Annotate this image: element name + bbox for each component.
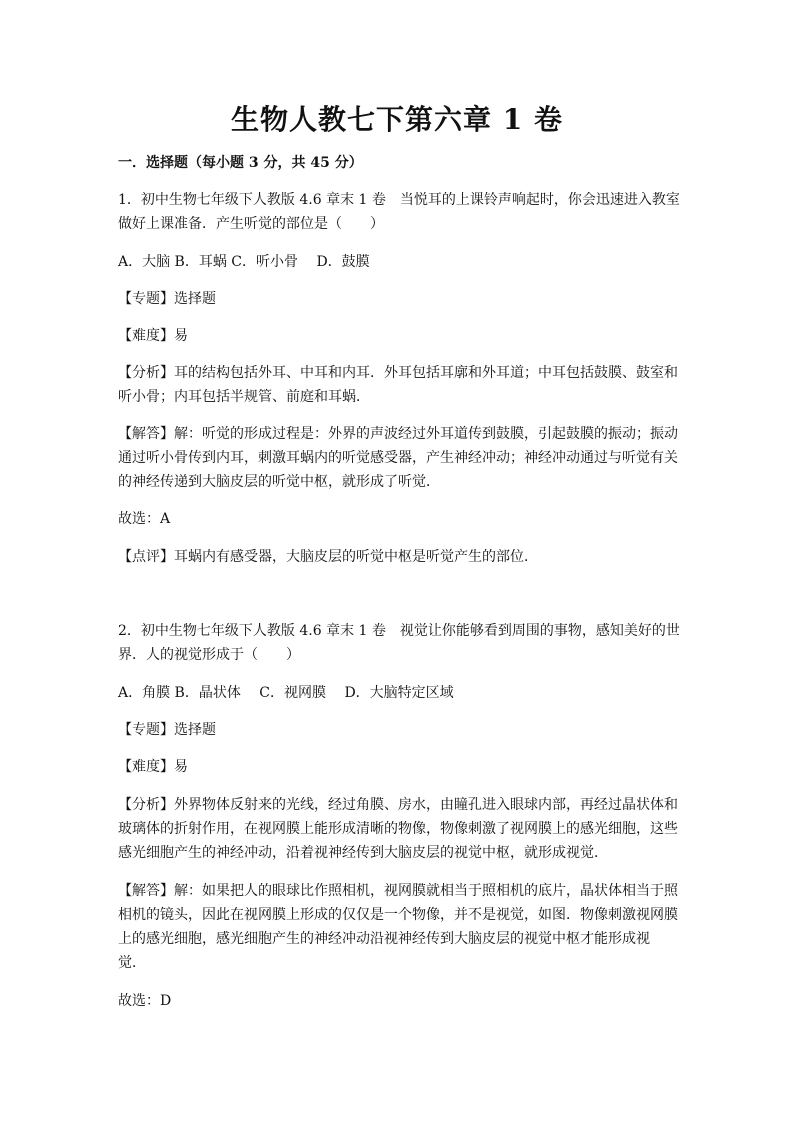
- q2-choice: 故选：D: [118, 993, 172, 1009]
- q2-difficulty: 【难度】易: [118, 759, 188, 775]
- q1-analysis-line-1: 【分析】耳的结构包括外耳、中耳和内耳．外耳包括耳廓和外耳道；中耳包括鼓膜、鼓室和: [118, 365, 678, 381]
- q2-answer-line-2: 相机的镜头，因此在视网膜上形成的仅仅是一个物像，并不是视觉，如图．物像刺激视网膜: [118, 907, 678, 923]
- q1-topic: 【专题】选择题: [118, 291, 216, 307]
- q1-options: A．大脑 B．耳蜗 C．听小骨 D．鼓膜: [118, 254, 370, 270]
- q1-comment: 【点评】耳蜗内有感受器，大脑皮层的听觉中枢是听觉产生的部位．: [118, 549, 538, 565]
- q2-analysis-line-1: 【分析】外界物体反射来的光线，经过角膜、房水，由瞳孔进入眼球内部，再经过晶状体和: [118, 797, 678, 813]
- q1-stem-line-1: 1．初中生物七年级下人教版 4.6 章末 1 卷 当悦耳的上课铃声响起时，你会迅速进入教室: [118, 192, 680, 208]
- q2-options: A．角膜 B．晶状体 C．视网膜 D．大脑特定区域: [118, 685, 454, 701]
- q1-choice: 故选：A: [118, 511, 171, 527]
- q1-answer-line-3: 的神经传递到大脑皮层的听觉中枢，就形成了听觉．: [118, 474, 440, 490]
- q1-analysis-line-2: 听小骨；内耳包括半规管、前庭和耳蜗．: [118, 389, 370, 405]
- q2-analysis-line-3: 感光细胞产生的神经冲动，沿着视神经传到大脑皮层的视觉中枢，就形成视觉．: [118, 845, 608, 861]
- q1-difficulty: 【难度】易: [118, 328, 188, 344]
- q1-stem-line-2: 做好上课准备．产生听觉的部位是（ ）: [118, 216, 384, 232]
- q1-answer-line-1: 【解答】解：听觉的形成过程是：外界的声波经过外耳道传到鼓膜，引起鼓膜的振动；振动: [118, 426, 678, 442]
- q1-answer-line-2: 通过听小骨传到内耳，刺激耳蜗内的听觉感受器，产生神经冲动；神经冲动通过与听觉有关: [118, 450, 678, 466]
- q2-answer-line-3: 上的感光细胞，感光细胞产生的神经冲动沿视神经传到大脑皮层的视觉中枢才能形成视: [118, 931, 650, 947]
- page-title: 生物人教七下第六章 1 卷: [231, 103, 563, 136]
- q2-topic: 【专题】选择题: [118, 722, 216, 738]
- q2-analysis-line-2: 玻璃体的折射作用，在视网膜上能形成清晰的物像，物像刺激了视网膜上的感光细胞，这些: [118, 821, 678, 837]
- q2-stem-line-2: 界．人的视觉形成于（ ）: [118, 647, 300, 663]
- q2-stem-line-1: 2．初中生物七年级下人教版 4.6 章末 1 卷 视觉让你能够看到周围的事物，感知美好的世: [118, 623, 680, 639]
- q2-answer-line-1: 【解答】解：如果把人的眼球比作照相机，视网膜就相当于照相机的底片，晶状体相当于照: [118, 883, 678, 899]
- section-heading: 一．选择题（每小题 3 分，共 45 分）: [118, 155, 363, 171]
- q2-answer-line-4: 觉．: [118, 955, 146, 971]
